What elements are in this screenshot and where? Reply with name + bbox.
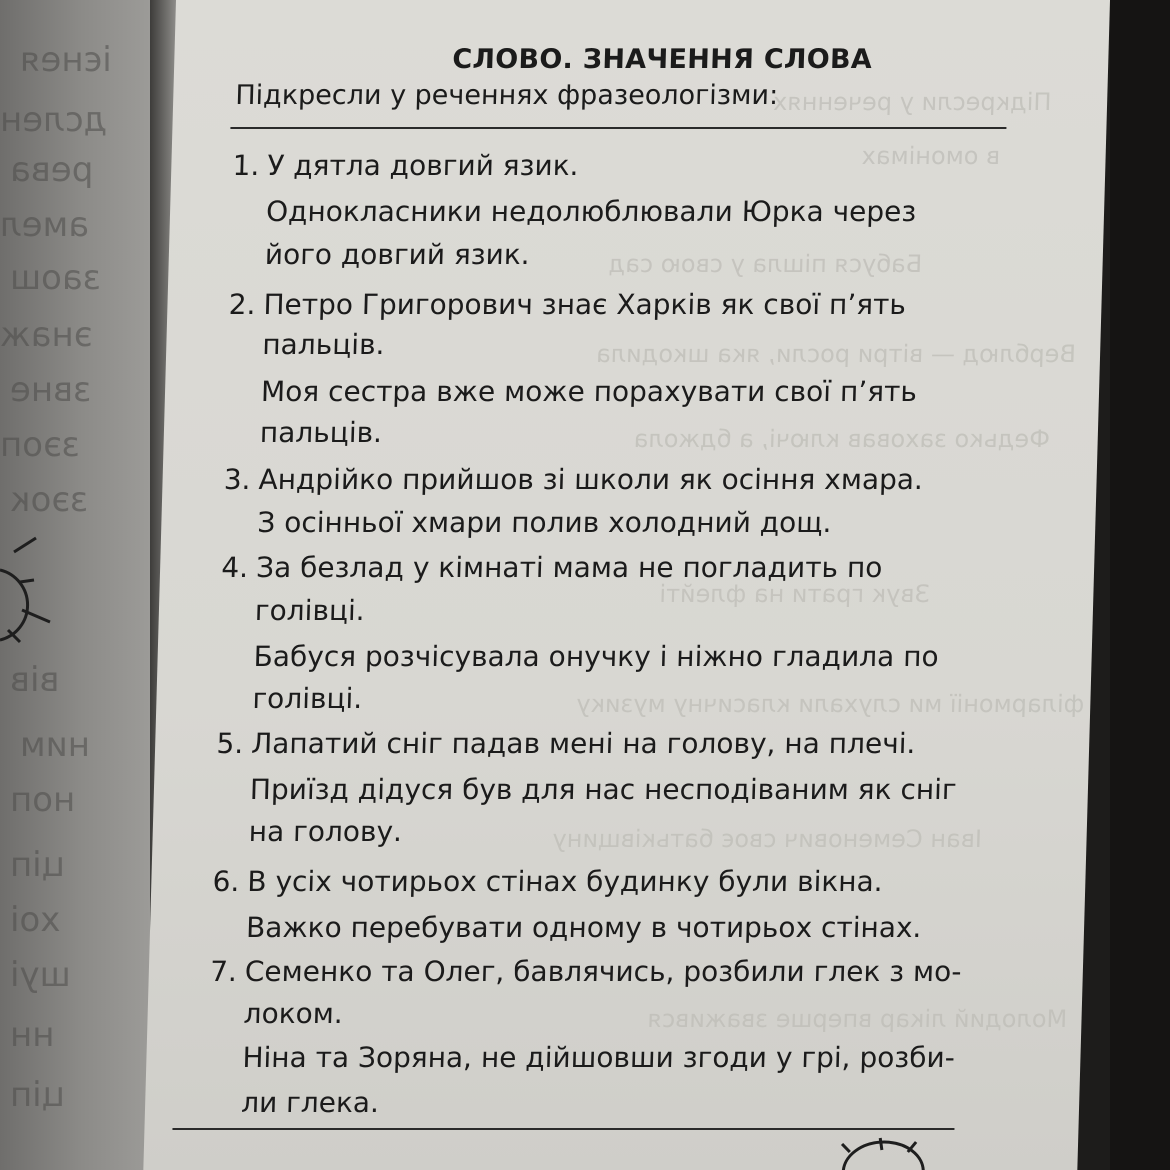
sentence-line: Андрійко прийшов зі школи як осіння хмара. <box>258 463 924 496</box>
sun-icon <box>823 1132 944 1170</box>
item-number: 5. <box>216 727 244 760</box>
sentence-line: Бабуся розчісувала онучку і ніжно гладила по <box>253 640 940 673</box>
sentence-line: локом. <box>243 997 344 1030</box>
item-number: 7. <box>209 955 238 988</box>
sentence-line: Лапатий сніг падав мені на голову, на плечі. <box>250 727 916 760</box>
sentence-line: голівці. <box>252 682 363 715</box>
sentence-line: Ніна та Зоряна, не дійшовши згоди у грі, розби- <box>242 1041 956 1074</box>
show-through-text: Федько заховав ключі, а бджола <box>633 425 1051 453</box>
show-through-text: Іван Семенович своє батьківщину <box>552 825 983 853</box>
facing-page-text: ним <box>20 725 90 765</box>
exercise-instruction: Підкресли у реченнях фразеологізми: <box>234 80 779 111</box>
exercise-list <box>143 0 1110 1170</box>
facing-page-text: вів <box>10 660 60 700</box>
sun-icon <box>0 530 60 670</box>
show-through-text: Верблюд — вітри росли, яка шкодила <box>595 340 1077 368</box>
sentence-line: Приїзд дідуся був для нас несподіваним як сніг <box>249 773 958 806</box>
item-number: 4. <box>220 551 249 584</box>
facing-page-text: зэок <box>10 480 89 520</box>
facing-page-text: ціп <box>10 845 65 885</box>
sentence-line: Моя сестра вже може порахувати свої п’ять <box>260 375 918 408</box>
facing-page-text: хоі <box>10 900 61 940</box>
facing-page-text: рева <box>10 150 94 190</box>
facing-page-text: дслен <box>0 100 108 140</box>
facing-page-text: звне <box>10 370 92 410</box>
sentence-line: У дятла довгий язик. <box>266 149 580 182</box>
facing-page-text: амел <box>0 205 90 245</box>
facing-page-text: ціп <box>10 1075 65 1115</box>
sentence-line: Однокласники недолюблювали Юрка через <box>265 195 917 228</box>
facing-page-text: шуі <box>10 955 71 995</box>
workbook-page <box>143 0 1110 1170</box>
page-title: СЛОВО. ЗНАЧЕННЯ СЛОВА <box>451 44 873 75</box>
sentence-line: ли глека. <box>240 1086 380 1119</box>
item-number: 2. <box>228 288 256 321</box>
sentence-line: Петро Григорович знає Харків як свої п’ять <box>263 288 907 321</box>
sentence-line: З осінньої хмари полив холодний дощ. <box>256 506 833 539</box>
item-number: 6. <box>212 865 240 898</box>
show-through-text: Підкресли у реченнях <box>772 88 1052 116</box>
item-number: 1. <box>232 149 260 182</box>
divider-bottom <box>172 1128 954 1130</box>
sentence-line: на голову. <box>248 815 403 848</box>
facing-page-text: энаж <box>0 315 93 355</box>
show-through-text: Звук грати на флейті <box>659 580 931 608</box>
show-through-text: У філармонії ми слухали класичну музику <box>575 690 1107 718</box>
facing-page-text: зэоп <box>0 425 80 465</box>
sentence-line: Семенко та Олег, бавлячись, розбили глек з мо- <box>244 955 962 988</box>
facing-page-text: нн <box>10 1015 55 1055</box>
background-edge <box>1110 0 1170 1170</box>
show-through-text: Молодий лікар вперше зважився <box>647 1005 1068 1033</box>
sentence-line: пальців. <box>261 328 385 361</box>
sentence-line: пальців. <box>259 416 383 449</box>
item-number: 3. <box>223 463 252 496</box>
sentence-line: голівці. <box>254 594 366 627</box>
show-through-text: в омонімах <box>861 142 1001 170</box>
facing-page-text: ієнея <box>20 40 112 80</box>
facing-page-text: заош <box>10 258 101 298</box>
show-through-text: Бабуся пішла у свою сад <box>608 250 923 278</box>
facing-page-text: ноп <box>10 780 76 820</box>
sentence-line: За безлад у кімнаті мама не погладить по <box>255 551 883 584</box>
facing-page <box>0 0 150 1170</box>
sentence-line: Важко перебувати одному в чотирьох стінах. <box>245 911 922 944</box>
sentence-line: його довгий язик. <box>264 238 531 271</box>
sentence-line: В усіх чотирьох стінах будинку були вікна. <box>246 865 884 898</box>
